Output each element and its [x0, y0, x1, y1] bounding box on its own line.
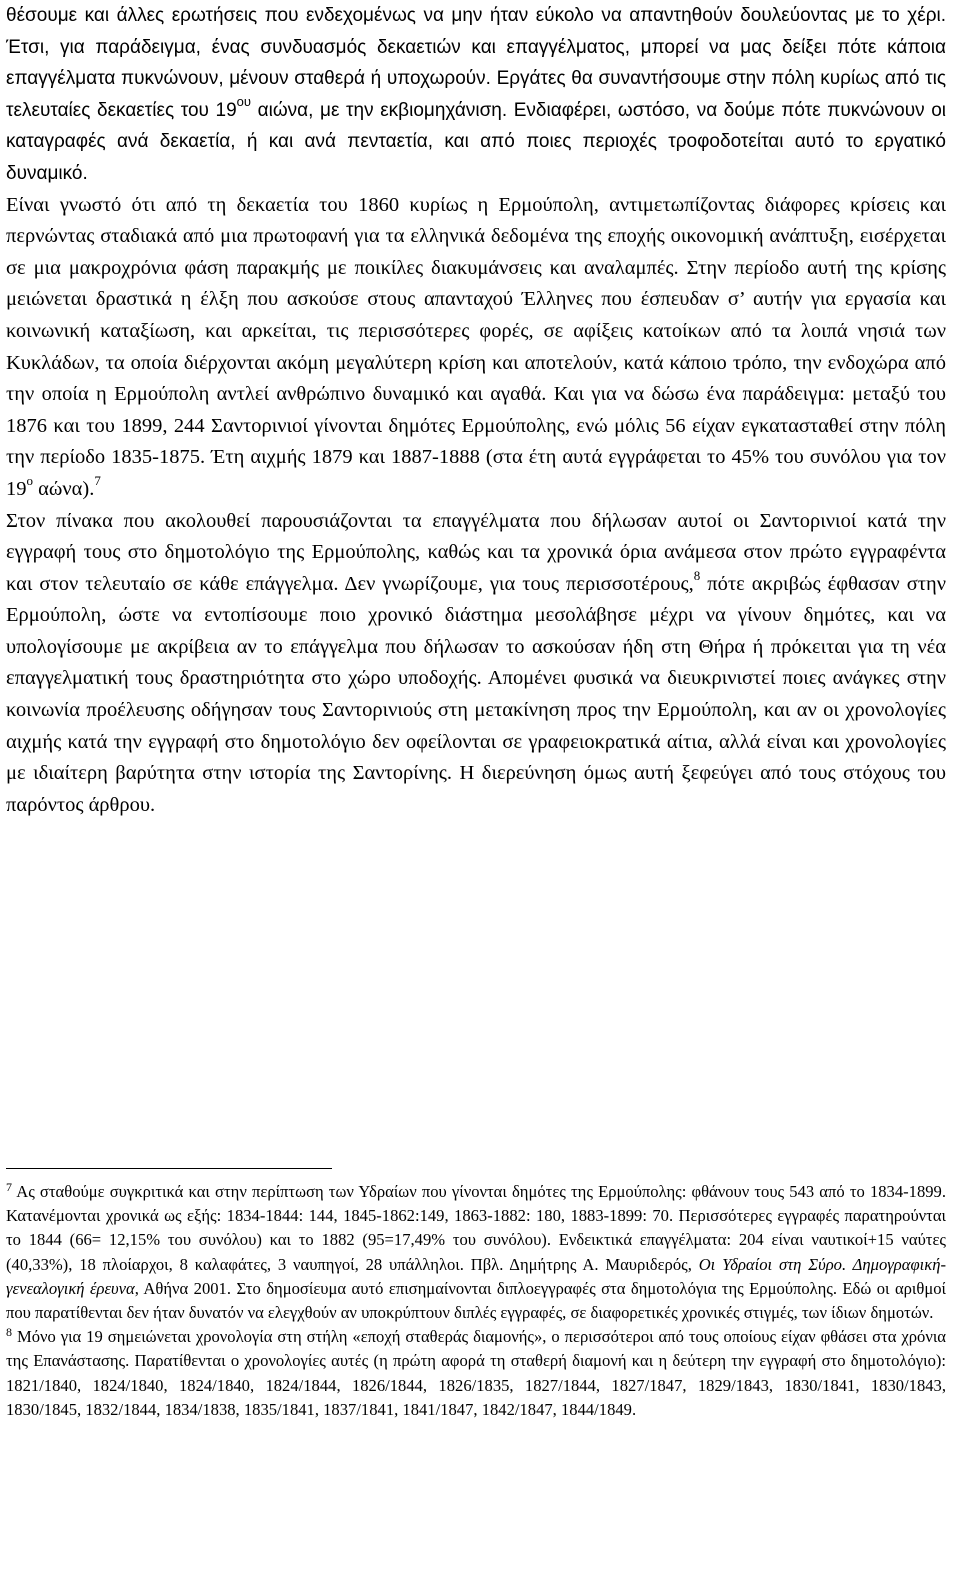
footnote-ref-8[interactable]: 8 — [693, 567, 701, 583]
footnote-divider — [6, 1168, 332, 1169]
footnote-7-text-b: , Αθήνα 2001. Στο δημοσίευμα αυτό επισημαίνονται διπλοεγγραφές στα δημοτολόγια της Ερμούπολης. Εδώ οι αριθμοί που παρατίθενται δεν ήταν δυνατόν να ελεγχθούν αν υποκρύπτουν διπλές εγγραφές, σε διαφορετικές χρονικές στιγμές, των ίδιων δημοτών. — [6, 1278, 946, 1323]
footnote-8-number: 8 — [6, 1325, 12, 1340]
footnote-8 — [6, 1325, 946, 1422]
paragraph-3-text-b: πότε ακριβώς έφθασαν στην Ερμούπολη, ώστε να εντοπίσουμε ποιο χρονικό διάστημα μεσολάβησε μέχρι να γίνουν δημότες, και να υπολογίσουμε με ακρίβεια αν το επάγγελμα που δήλωσαν το ασκούσαν ήδη στη Θήρα ή πρόκειται για τη νέα επαγγελματική τους δραστηριότητα στο χώρο υποδοχής. Απομένει φυσικά να διευκρινιστεί ποιες ανάγκες στην κοινωνία προέλευσης οδήγησαν τους Σαντορινιούς στη μετακίνηση προς την Ερμούπολη, και αν οι χρονολογίες αιχμής κατά την εγγραφή στο δημοτολόγιο δεν οφείλονται σε γραφειοκρατικά αίτια, αλλά είναι και χρονολογίες με ιδιαίτερη βαρύτητα στην ιστορία της Σαντορίνης. Η διερεύνηση όμως αυτή ξεφεύγει από τους στόχους του παρόντος άρθρου. — [6, 572, 946, 816]
paragraph-3 — [6, 506, 946, 822]
paragraph-1 — [6, 0, 946, 190]
footnotes — [6, 1180, 946, 1422]
document-page — [6, 0, 946, 821]
paragraph-3-text-a: Στον πίνακα που ακολουθεί παρουσιάζονται τα επαγγέλματα που δήλωσαν αυτοί οι Σαντορινιοί κατά την εγγραφή τους στο δημοτολόγιο της Ερμούπολης, καθώς και τα χρονικά όρια ανάμεσα στον πρώτο εγγραφέντα και στον τελευταίο σε κάθε επάγγελμα. Δεν γνωρίζουμε, για τους περισσοτέρους, — [6, 509, 946, 595]
superscript-o: ο — [26, 473, 33, 489]
paragraph-2-text-a: Είναι γνωστό ότι από τη δεκαετία του 1860 κυρίως η Ερμούπολη, αντιμετωπίζοντας διάφορες κρίσεις και περνώντας σταδιακά από μια πρωτοφανή για τα ελληνικά δεδομένα της εποχής οικονομική ανάπτυξη, εισέρχεται σε μια μακροχρόνια φάση παρακμής με ποικίλες διακυμάνσεις και αναλαμπές. Στην περίοδο αυτή της κρίσης μειώνεται δραστικά η έλξη που ασκούσε στους απανταχού Έλληνες που έσπευδαν σ’ αυτήν για εργασία και κοινωνική καταξίωση, και αρκείται, τις περισσότερες φορές, σε αφίξεις κατοίκων από τα λοιπά νησιά των Κυκλάδων, τα οποία διέρχονται ακόμη μεγαλύτερη κρίση και αποτελούν, κατά κάποιο τρόπο, την ενδοχώρα από την οποία η Ερμούπολη αντλεί ανθρώπινο δυναμικό και αγαθά. Και για να δώσω ένα παράδειγμα: μεταξύ του 1876 και του 1899, 244 Σαντορινιοί γίνονται δημότες Ερμούπολης, ενώ μόλις 56 είχαν εγκατασταθεί στην πόλη την περίοδο 1835-1875. Έτη αιχμής 1879 και 1887-1888 (στα έτη αυτά εγγράφεται το 45% του συνόλου για τον 19 — [6, 193, 946, 500]
paragraph-1-text-b: αιώνα, με την εκβιομηχάνιση. Ενδιαφέρει, ωστόσο, να δούμε πότε πυκνώνουν οι καταγραφές ανά δεκαετία, ή και ανά πενταετία, και από ποιες περιοχές τροφοδοτείται αυτό το εργατικό δυναμικό. — [6, 99, 946, 184]
footnote-7 — [6, 1180, 946, 1325]
superscript-ou: ου — [236, 94, 252, 110]
paragraph-1-text-a: θέσουμε και άλλες ερωτήσεις που ενδεχομένως να μην ήταν εύκολο να απαντηθούν δουλεύοντας με το χέρι. Έτσι, για παράδειγμα, ένας συνδυασμός δεκαετιών και επαγγέλματος, μπορεί να μας δείξει πότε κάποια επαγγέλματα πυκνώνουν, μένουν σταθερά ή υποχωρούν. Εργάτες θα συναντήσουμε στην πόλη κυρίως από τις τελευταίες δεκαετίες του 19 — [6, 5, 946, 121]
paragraph-2-text-b: αώνα). — [33, 477, 95, 500]
footnote-7-number: 7 — [6, 1180, 12, 1194]
footnote-7-italic-title: Οι Υδραίοι στη Σύρο. Δημογραφική-γενεαλογική έρευνα — [6, 1254, 946, 1298]
paragraph-2 — [6, 190, 946, 506]
footnote-7-text-a: Ας σταθούμε συγκριτικά και στην περίπτωση των Υδραίων που γίνονται δημότες της Ερμούπολης: φθάνουν τους 543 από το 1834-1899. Κατανέμονται χρονικά ως εξής: 1834-1844: 144, 1845-1862:149, 1863-1882: 180, 1883-1899: 70. Περισσότερες εγγραφές παρατηρούνται το 1844 (66= 12,15% του συνόλου) και το 1882 (95=17,49% του συνόλου). Ενδεικτικά επαγγέλματα: 204 είναι ναυτικοί+15 ναύτες (40,33%), 18 πλοίαρχοι, 8 καλαφάτες, 3 ναυπηγοί, 28 υπάλληλοι. Πβλ. Δημήτρης Α. Μαυριδερός, — [6, 1182, 946, 1274]
main-text — [6, 0, 946, 821]
footnote-ref-7[interactable]: 7 — [94, 473, 101, 489]
footnote-8-text: Μόνο για 19 σημειώνεται χρονολογία στη στήλη «εποχή σταθεράς διαμονής», ο περισσότεροι από τους οποίους είχαν φθάσει στα χρόνια της Επανάστασης. Παρατίθενται ο χρονολογίες αυτές (η πρώτη αφορά τη σταθερή διαμονή και η δεύτερη την εγγραφή στο δημοτολόγιο): 1821/1840, 1824/1840, 1824/1840, 1824/1844, 1826/1844, 1826/1835, 1827/1844, 1827/1847, 1829/1843, 1830/1841, 1830/1843, 1830/1845, 1832/1844, 1834/1838, 1835/1841, 1837/1841, 1841/1847, 1842/1847, 1844/1849. — [6, 1327, 946, 1419]
